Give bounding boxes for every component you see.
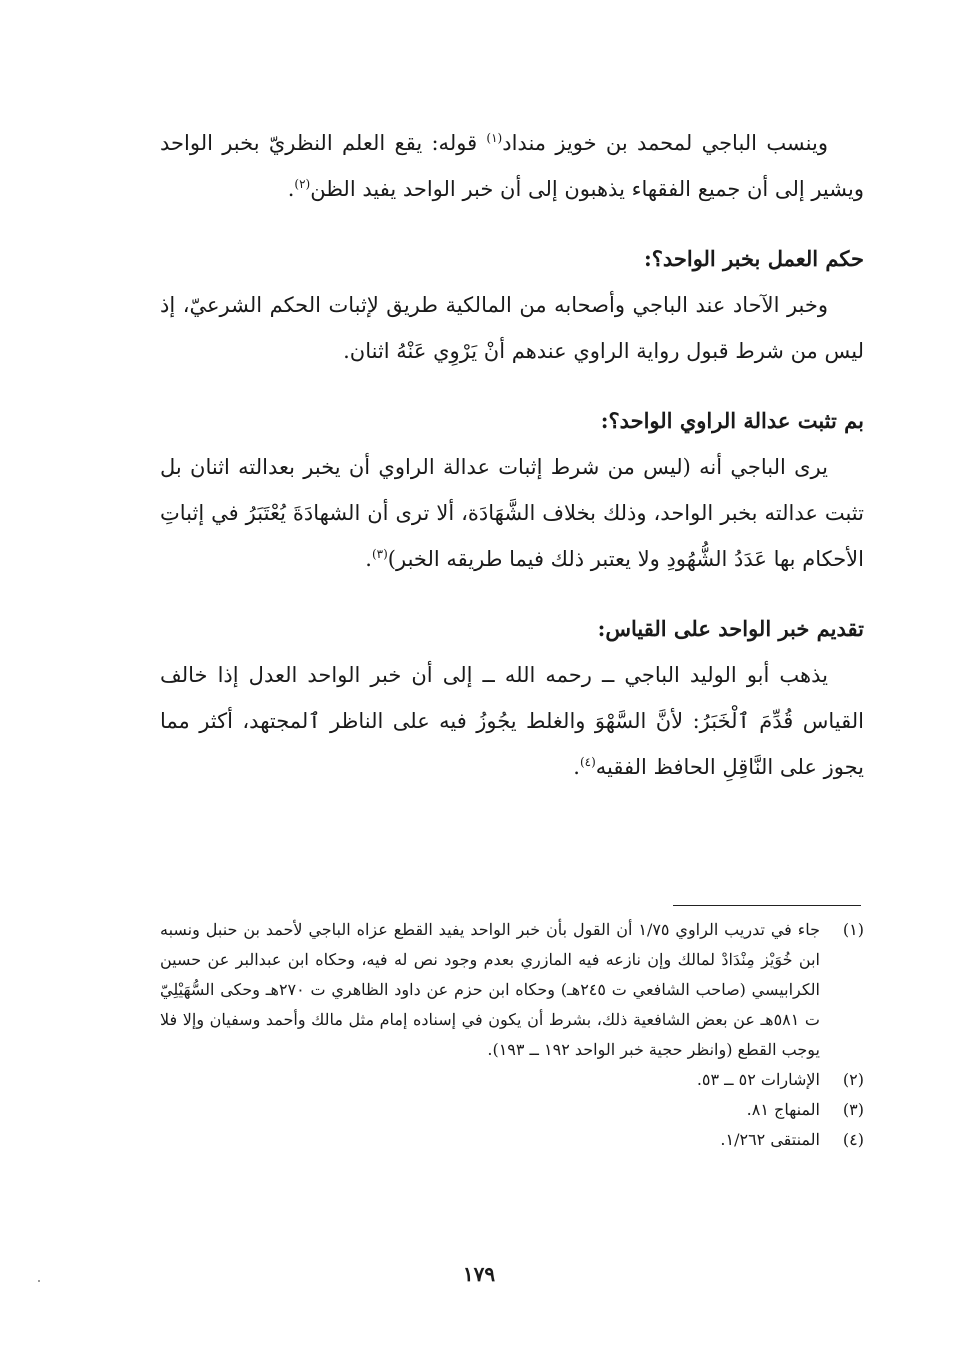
footnote-number: (٤)	[842, 1130, 864, 1149]
footnotes-section	[160, 915, 864, 1155]
footnote-ref-4[interactable]: (٤)	[579, 755, 596, 769]
integrity-text: يرى الباجي أنه (ليس من شرط إثبات عدالة الراوي أن يخبر بعدالته اثنان بل تثبت عدالته بخبر الواحد، وذلك بخلاف الشَّهَادَة، ألا ترى أن الشهادَةَ يُعْتَبَرُ في إثباتِ الأحكام بها عَدَدُ الشُّهُودِ ولا يعتبر ذلك فيما طريقه الخبر)	[160, 455, 864, 571]
section-body-integrity	[160, 444, 864, 582]
analogy-text-end: .	[573, 755, 580, 779]
footnote-4	[160, 1125, 864, 1155]
main-text	[160, 120, 864, 790]
footnote-3	[160, 1095, 864, 1125]
analogy-text: يذهب أبو الوليد الباجي ــ رحمه الله ــ إلى أن خبر الواحد العدل إذا خالف القياس قُدِّمَ ٱلْخَبَرُ: لأنَّ السَّهْوَ والغلط يجُوزُ فيه على الناظر ٱلمجتهد، أكثر مما يجوز على النَّاقِلِ الحافظ الفقيه	[160, 663, 864, 779]
scan-speck	[38, 1280, 40, 1282]
section-body-ruling: وخبر الآحاد عند الباجي وأصحابه من المالكية طريق لإثبات الحكم الشرعيّ، إذ ليس من شرط قبول رواية الراوي عندهم أنْ يَرْوِي عَنْهُ اثنان.	[160, 293, 864, 363]
footnote-ref-3[interactable]: (٣)	[371, 547, 388, 561]
intro-text-start: وينسب الباجي لمحمد بن خويز منداد	[502, 131, 828, 155]
footnote-number: (٢)	[842, 1070, 864, 1089]
footnote-text: المنتقى ١/٢٦٢.	[720, 1130, 820, 1149]
footnote-number: (٣)	[842, 1100, 864, 1119]
section-heading-ruling: حكم العمل بخبر الواحد؟:	[643, 246, 864, 271]
footnote-2	[160, 1065, 864, 1095]
footnote-ref-1[interactable]: (١)	[486, 131, 503, 145]
footnote-ref-2[interactable]: (٢)	[294, 177, 311, 191]
intro-text-middle: قوله: يقع العلم النظريّ بخبر الواحد ويشير إلى أن جميع الفقهاء يذهبون إلى أن خبر الواحد يفيد الظن	[160, 131, 864, 201]
footnote-divider	[673, 905, 861, 906]
intro-paragraph	[160, 120, 864, 212]
section-body-analogy	[160, 652, 864, 790]
section-heading-analogy: تقديم خبر الواحد على القياس:	[597, 616, 864, 641]
footnote-1	[160, 915, 864, 1065]
integrity-text-end: .	[365, 547, 372, 571]
footnote-text: المنهاج ٨١.	[746, 1100, 820, 1119]
footnote-text: جاء في تدريب الراوي ١/٧٥ أن القول بأن خبر الواحد يفيد القطع عزاه الباجي لأحمد بن حنبل ونسبه ابن خُوَيْز مِنْدَادْ لمالك وإن نازعه فيه المازري بعدم وجود نص له فيه، وحكاه ابن عبدالبر عن حسين الكرابيسي (صاحب الشافعي ت ٢٤٥هـ) وحكاه ابن حزم عن داود الظاهري ت ٢٧٠هـ وحكى السُّهَيْلِيّ ت ٥٨١هـ عن بعض الشافعية ذلك، بشرط أن يكون في إسناده إمام مثل مالك وأحمد وسفيان وإلا فلا يوجب القطع (وانظر حجية خبر الواحد ١٩٢ ــ ١٩٣).	[160, 920, 821, 1059]
footnote-number: (١)	[842, 920, 864, 939]
intro-text-end: .	[287, 177, 295, 201]
footnote-text: الإشارات ٥٢ ــ ٥٣.	[696, 1070, 820, 1089]
page-number: ١٧٩	[462, 1262, 496, 1286]
section-heading-integrity: بم تثبت عدالة الراوي الواحد؟:	[600, 408, 864, 433]
